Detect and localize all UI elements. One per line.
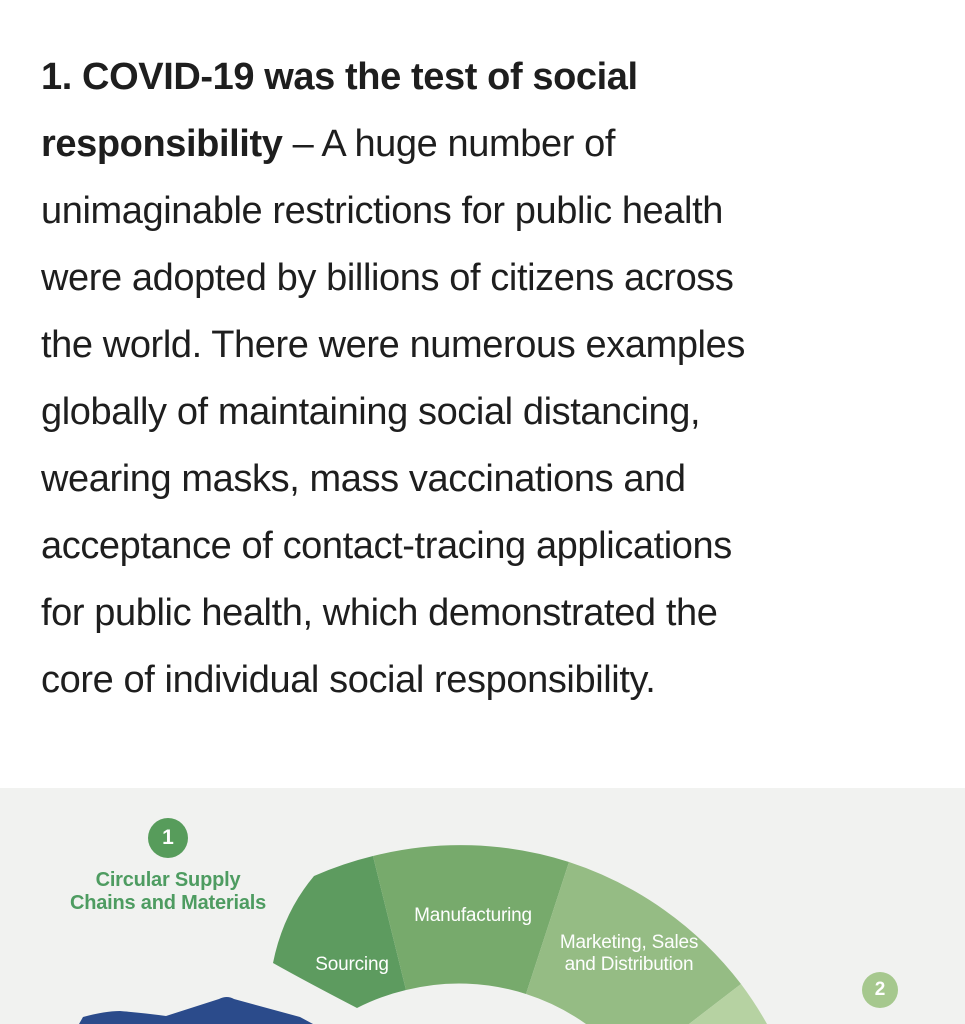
arc-label-marketing-line2: and Distribution [564, 954, 694, 975]
arc-label-marketing [526, 932, 732, 976]
heading-bold-text: 1. COVID-19 was the test of social [41, 56, 638, 98]
step-1-label-line1: Circular Supply [95, 869, 241, 891]
circular-economy-infographic [0, 788, 965, 1024]
heading-bold-text: responsibility [41, 123, 283, 165]
step-2-badge: 2 [862, 972, 898, 1008]
article-paragraph [41, 44, 936, 714]
paragraph-text: – A huge number of [292, 123, 616, 165]
recycle-arrow-shape [79, 997, 313, 1024]
paragraph-line [41, 44, 936, 111]
step-1-badge: 1 [148, 818, 188, 858]
arc-label-marketing-line1: Marketing, Sales [559, 932, 699, 953]
arc-label-sourcing: Sourcing [315, 954, 389, 975]
paragraph-line: globally of maintaining social distancing, [41, 391, 701, 433]
paragraph-line: wearing masks, mass vaccinations and [41, 458, 686, 500]
paragraph-line: core of individual social responsibility. [41, 659, 656, 701]
step-1-label-line2: Chains and Materials [69, 892, 267, 914]
paragraph-line: for public health, which demonstrated the [41, 592, 718, 634]
paragraph-line: acceptance of contact-tracing applications [41, 525, 732, 567]
arc-label-manufacturing: Manufacturing [414, 905, 532, 926]
step-1-label [36, 869, 300, 915]
paragraph-line: the world. There were numerous examples [41, 324, 745, 366]
paragraph-line: were adopted by billions of citizens across [41, 257, 734, 299]
paragraph-line: unimaginable restrictions for public health [41, 190, 723, 232]
paragraph-line [41, 111, 936, 178]
